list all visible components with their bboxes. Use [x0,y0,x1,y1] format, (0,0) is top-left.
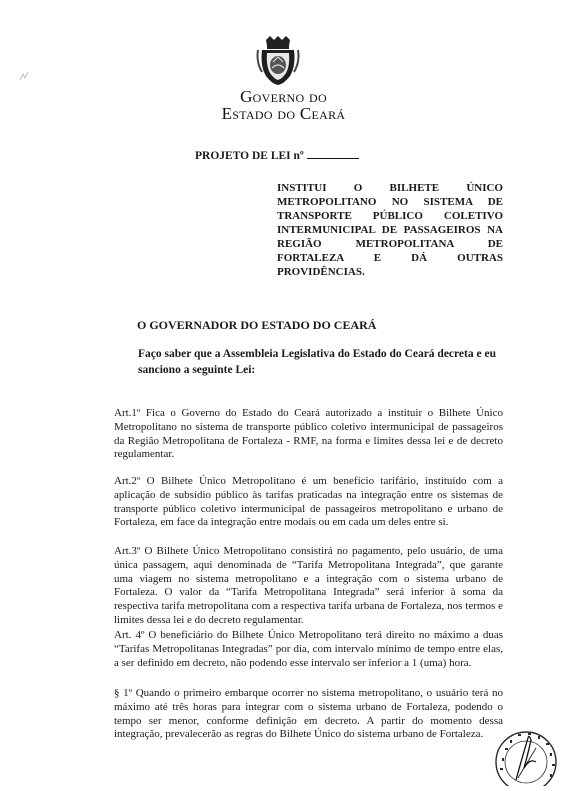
bill-number-blank [307,149,359,159]
article-4: Art. 4º O beneficiário do Bilhete Único Metropolitano terá direito no máximo a duas “Tarifas Metropolitanas Integradas” por dia, com intervalo mínimo de tempo entre elas, a ser definido em decreto, não podendo esse intervalo ser inferior a 1 (uma) hora. [114,629,503,669]
article-4-paragraph-1: § 1º Quando o primeiro embarque ocorrer no sistema metropolitano, o usuário terá no máximo até três horas para integrar com o sistema urbano de Fortaleza, podendo o tempo ser menor, conforme definição em decreto. A partir do momento dessa integração, prevalecerão as regras do Bilhete Único do sistema urbano de Fortaleza. [114,687,503,741]
state-coat-of-arms-icon [256,36,300,86]
government-title-line2: Estado do Ceará [221,104,346,123]
pencil-mark-icon [18,70,30,84]
authority-heading: O GOVERNADOR DO ESTADO DO CEARÁ [137,318,377,332]
bill-summary: INSTITUI O BILHETE ÚNICO METROPOLITANO NO SISTEMA DE TRANSPORTE PÚBLICO COLETIVO INTERMUNICIPAL DE PASSAGEIROS NA REGIÃO METROPOLITANA DE FORTALEZA E DÁ OUTRAS PROVIDÊNCIAS. [277,182,503,278]
bill-number-label: PROJETO DE LEI nº [195,150,304,162]
article-2: Art.2º O Bilhete Único Metropolitano é um benefício tarifário, instituído com a aplicação de subsídio público às tarifas praticadas na integração entre os sistemas de transporte público coletivo intermunicipal de passageiros metropolitano e urbano de Fortaleza, em face da integração entre modais ou em cada um deles entre si. [114,475,503,529]
enactment-clause: Faço saber que a Assembleia Legislativa do Estado do Ceará decreta e eu sanciono a seguinte Lei: [138,348,496,376]
article-1: Art.1º Fica o Governo do Estado do Ceará autorizado a instituir o Bilhete Único Metropolitano no sistema de transporte público coletivo intermunicipal de passageiros da Região Metropolitana de Fortaleza - RMF, na forma e limites dessa lei e de decreto regulamentar. [114,407,503,461]
protocol-stamp-with-signature-icon [478,718,560,786]
bill-number-heading [195,149,359,162]
government-title-line1: Governo do [240,87,327,106]
article-3: Art.3º O Bilhete Único Metropolitano consistirá no pagamento, pelo usuário, de uma única passagem, aqui denominada de “Tarifa Metropolitana Integrada”, que garante uma viagem no sistema metropolitano e a integração com o sistema urbano de Fortaleza. O valor da “Tarifa Metropolitana Integrada” será inferior à soma da respectiva tarifa metropolitana com a respectiva tarifa urbana de Fortaleza, nos termos e limites dessa lei e do decreto regulamentar. [114,545,503,626]
